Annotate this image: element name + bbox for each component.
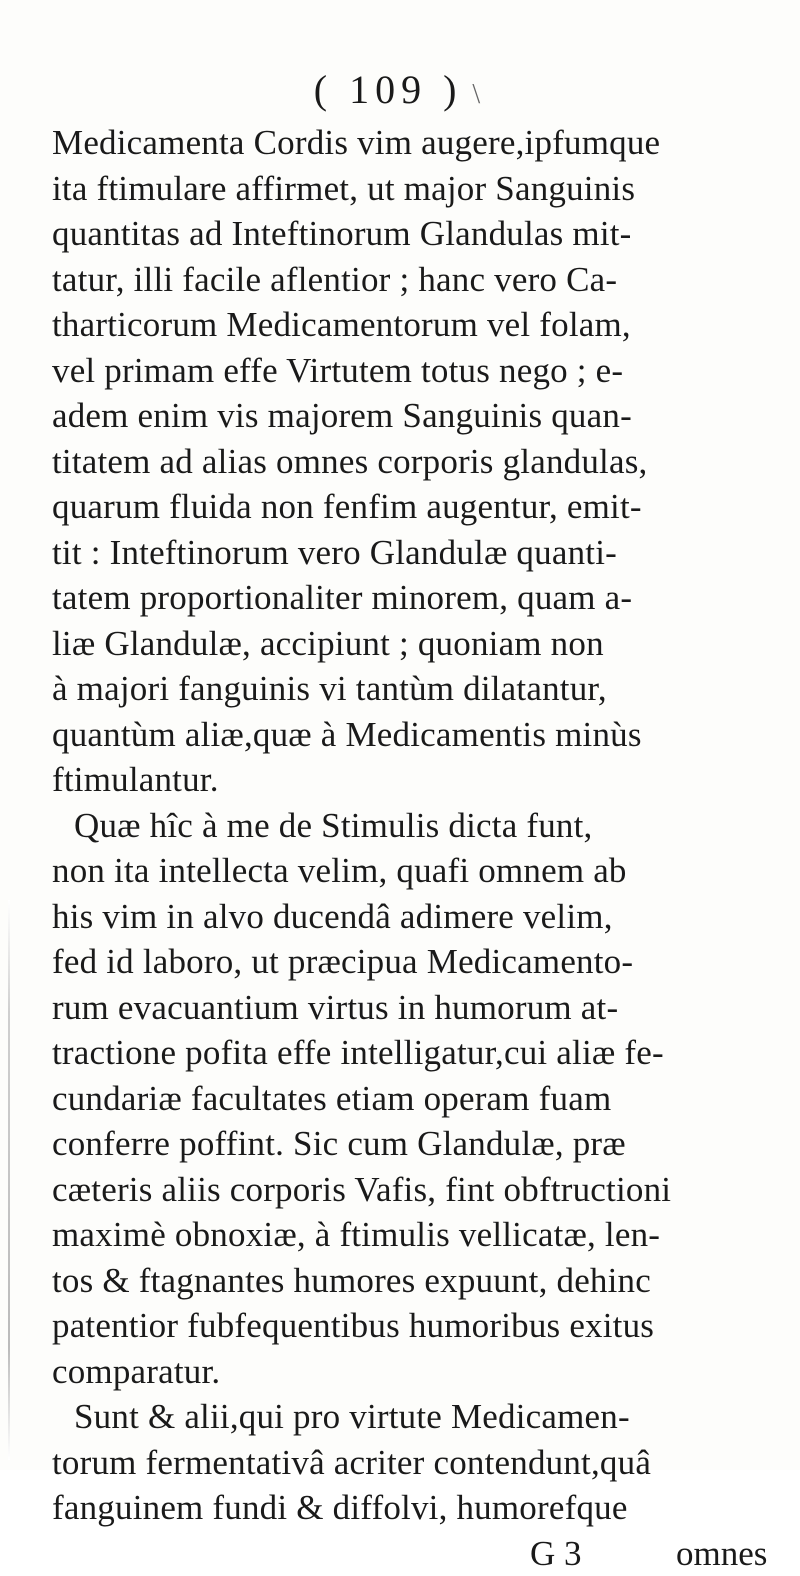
- catch-line: [52, 1531, 768, 1576]
- text-line: liæ Glandulæ, accipiunt ; quoniam non: [52, 623, 604, 663]
- catchword: omnes: [676, 1533, 768, 1573]
- paragraph-start-line: Quæ hîc à me de Stimulis dicta funt,: [74, 805, 593, 845]
- text-line: ftimulantur.: [52, 760, 219, 799]
- text-line: Medicamenta Cordis vim augere,ipfumque: [52, 123, 661, 162]
- text-line: tos & ftagnantes humores expuunt, dehinc: [52, 1260, 651, 1300]
- header-mark: \: [472, 79, 487, 110]
- text-line: tatem proportionaliter minorem, quam a-: [52, 578, 633, 617]
- text-line: adem enim vis majorem Sanguinis quan-: [52, 396, 632, 435]
- text-line: rum evacuantium virtus in humorum at-: [52, 987, 619, 1027]
- page-number: ( 109 ): [313, 67, 463, 112]
- text-line: patentior fubfequentibus humoribus exitus: [52, 1306, 655, 1345]
- signature-mark: G 3: [530, 1533, 582, 1573]
- text-line: tractione pofita effe intelligatur,cui aliæ fe-: [52, 1033, 664, 1072]
- text-line: fanguinem fundi & diffolvi, humorefque: [52, 1488, 628, 1527]
- text-line: cæteris aliis corporis Vafis, fint obftructioni: [52, 1169, 672, 1209]
- gutter-shadow: [8, 900, 10, 1460]
- text-line: torum fermentativâ acriter contendunt,quâ: [52, 1442, 652, 1482]
- body-text: [52, 120, 768, 1576]
- text-line: conferre poffint. Sic cum Glandulæ, præ: [52, 1124, 626, 1163]
- text-line: à majori fanguinis vi tantùm dilatantur,: [52, 669, 607, 708]
- text-line: tit : Inteftinorum vero Glandulæ quanti-: [52, 532, 617, 572]
- text-line: vel primam effe Virtutem totus nego ; e-: [52, 350, 624, 390]
- text-line: non ita intellecta velim, quafi omnem ab: [52, 851, 627, 890]
- paragraph-start-line: Sunt & alii,qui pro virtute Medicamen-: [74, 1397, 630, 1436]
- text-line: maximè obnoxiæ, à ftimulis vellicatæ, len-: [52, 1215, 661, 1254]
- text-line: titatem ad alias omnes corporis glandulas,: [52, 441, 648, 481]
- text-line: his vim in alvo ducendâ adimere velim,: [52, 896, 613, 936]
- text-line: tatur, illi facile aflentior ; hanc vero Ca-: [52, 259, 618, 299]
- text-line: comparatur.: [52, 1351, 221, 1391]
- text-line: tharticorum Medicamentorum vel folam,: [52, 305, 631, 344]
- text-line: quantùm aliæ,quæ à Medicamentis minùs: [52, 714, 642, 754]
- page-header: [0, 66, 800, 113]
- text-line: quantitas ad Inteftinorum Glandulas mit-: [52, 214, 632, 253]
- text-line: ita ftimulare affirmet, ut major Sanguinis: [52, 168, 636, 208]
- text-line: quarum fluida non fenfim augentur, emit-: [52, 487, 642, 526]
- text-line: fed id laboro, ut præcipua Medicamento-: [52, 942, 634, 981]
- text-line: cundariæ facultates etiam operam fuam: [52, 1078, 612, 1118]
